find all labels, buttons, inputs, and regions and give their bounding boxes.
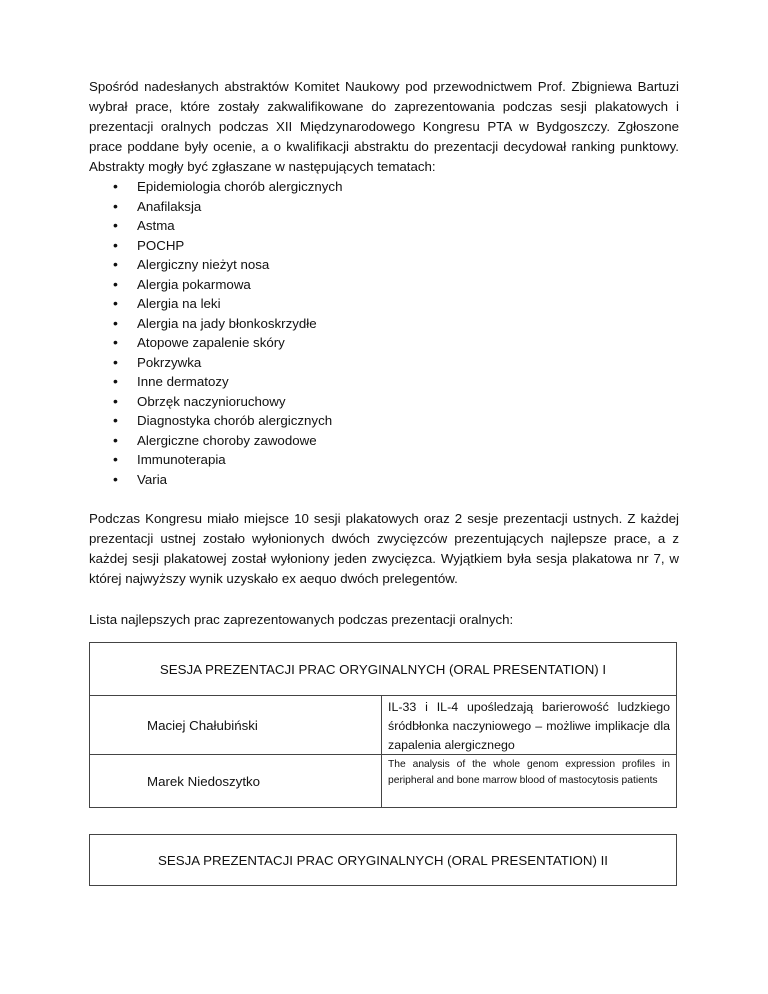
presentation-title: IL-33 i IL-4 upośledzają barierowość ludzkiego śródbłonka naczyniowego – możliwe implikacje dla zapalenia alergicznego	[388, 700, 670, 752]
intro-paragraph: Spośród nadesłanych abstraktów Komitet Naukowy pod przewodnictwem Prof. Zbigniewa Bartuzi wybrał prace, które zostały zakwalifikowane do zaprezentowania podczas sesji plakatowych i prezentacji oralnych podczas XII Międzynarodowego Kongresu PTA w Bydgoszczy. Zgłoszone prace poddane były ocenie, a o kwalifikacji abstraktu do prezentacji decydował ranking punktowy. Abstrakty mogły być zgłaszane w następujących tematach:	[89, 79, 679, 174]
list-item: • Obrzęk naczynioruchowy	[89, 392, 679, 412]
presenter-name: Maciej Chałubiński	[90, 696, 382, 754]
session-1-table	[89, 642, 677, 808]
list-item: • Alergia pokarmowa	[89, 275, 679, 295]
session-1-heading: SESJA PREZENTACJI PRAC ORYGINALNYCH (ORAL PRESENTATION) I	[90, 643, 676, 696]
list-item: • Anafilaksja	[89, 197, 679, 217]
list-item: • Alergia na leki	[89, 294, 679, 314]
session-2-heading: SESJA PREZENTACJI PRAC ORYGINALNYCH (ORAL PRESENTATION) II	[158, 852, 608, 868]
list-item: • Alergiczne choroby zawodowe	[89, 431, 679, 451]
session-2-table	[89, 834, 677, 886]
list-item: • Astma	[89, 216, 679, 236]
table-row	[90, 755, 676, 807]
list-item: • Varia	[89, 470, 679, 490]
list-item: • Atopowe zapalenie skóry	[89, 333, 679, 353]
topics-list	[89, 177, 679, 489]
list-item: • Alergia na jady błonkoskrzydłe	[89, 314, 679, 334]
presentation-title: The analysis of the whole genom expression profiles in peripheral and bone marrow blood of mastocytosis patients	[388, 759, 670, 786]
list-item: • Diagnostyka chorób alergicznych	[89, 411, 679, 431]
list-lead: Lista najlepszych prac zaprezentowanych podczas prezentacji oralnych:	[89, 612, 514, 627]
table-row	[90, 696, 676, 755]
list-item: • Epidemiologia chorób alergicznych	[89, 177, 679, 197]
list-item: • POCHP	[89, 236, 679, 256]
presenter-name: Marek Niedoszytko	[90, 755, 382, 807]
document-page	[89, 77, 679, 886]
congress-paragraph: Podczas Kongresu miało miejsce 10 sesji plakatowych oraz 2 sesje prezentacji ustnych. Z każdej prezentacji ustnej zostało wyłonionych dwóch zwycięzców prezentujących najlepsze prace, a z każdej sesji plakatowej został wyłoniony jeden zwycięzca. Wyjątkiem była sesja plakatowa nr 7, w której najwyższy wynik uzyskało ex aequo dwóch prelegentów.	[89, 511, 679, 586]
list-item: • Alergiczny nieżyt nosa	[89, 255, 679, 275]
list-item: • Immunoterapia	[89, 450, 679, 470]
list-item: • Pokrzywka	[89, 353, 679, 373]
list-item: • Inne dermatozy	[89, 372, 679, 392]
